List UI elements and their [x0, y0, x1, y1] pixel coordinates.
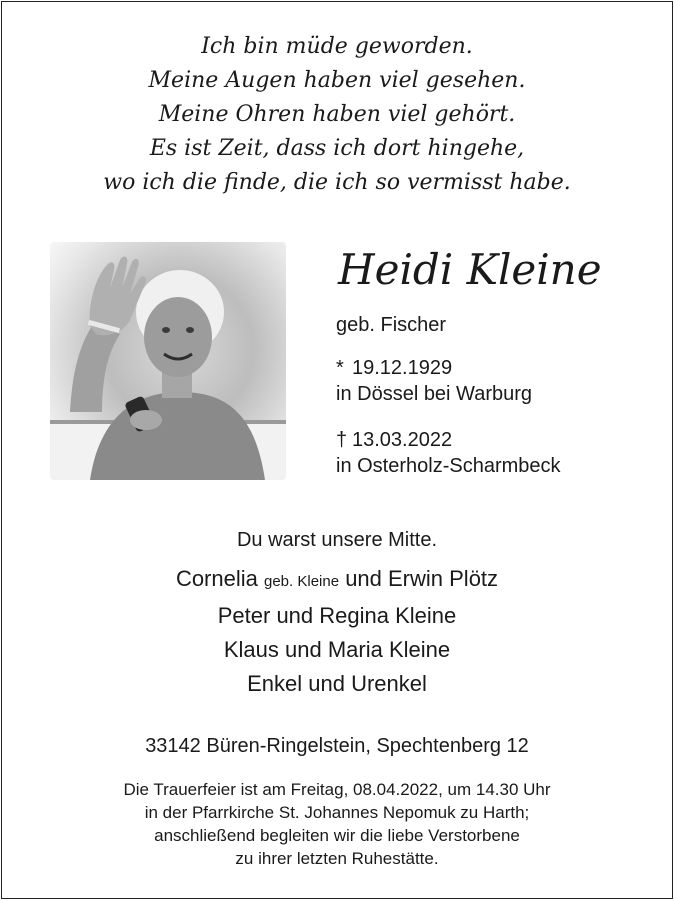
death-date: 13.03.2022	[352, 429, 453, 451]
family-line	[2, 562, 672, 599]
motto: Du warst unsere Mitte.	[236, 529, 438, 551]
poem-line: Es ist Zeit, dass ich dort hingehe,	[149, 136, 525, 161]
family-name-erwin: und Erwin Plötz	[345, 566, 499, 591]
birth-star-icon: *	[336, 357, 344, 379]
family-line: Klaus und Maria Kleine	[223, 637, 451, 662]
maiden-name: geb. Fischer	[336, 314, 447, 336]
service-line: in der Pfarrkirche St. Johannes Nepomuk zu Harth;	[144, 803, 530, 822]
funeral-service-info	[2, 778, 672, 870]
family-name-cornelia: Cornelia	[175, 566, 258, 591]
death-cross-icon: †	[336, 429, 348, 451]
service-line: Die Trauerfeier ist am Freitag, 08.04.2022, um 14.30 Uhr	[123, 780, 551, 799]
deceased-name: Heidi Kleine	[338, 245, 602, 294]
family-line: Enkel und Urenkel	[247, 671, 427, 696]
family-line: Peter und Regina Kleine	[217, 603, 457, 628]
birth-info	[336, 355, 532, 407]
poem	[2, 30, 672, 200]
birth-date: 19.12.1929	[352, 357, 453, 379]
portrait-photo	[50, 242, 286, 480]
family-maiden-note: geb. Kleine	[264, 573, 340, 590]
death-place: in Osterholz-Scharmbeck	[336, 455, 561, 477]
death-info	[336, 427, 561, 479]
service-line: zu ihrer letzten Ruhestätte.	[235, 849, 439, 868]
poem-line: Meine Ohren haben viel gehört.	[158, 102, 516, 127]
poem-line: wo ich die finde, die ich so vermisst habe.	[103, 170, 571, 195]
address: 33142 Büren-Ringelstein, Spechtenberg 12	[145, 735, 529, 757]
family-list	[2, 562, 672, 701]
poem-line: Meine Augen haben viel gesehen.	[148, 68, 526, 93]
service-line: anschließend begleiten wir die liebe Verstorbene	[154, 826, 520, 845]
obituary-notice	[1, 1, 673, 899]
birth-place: in Dössel bei Warburg	[336, 383, 533, 405]
poem-line: Ich bin müde geworden.	[201, 34, 473, 59]
